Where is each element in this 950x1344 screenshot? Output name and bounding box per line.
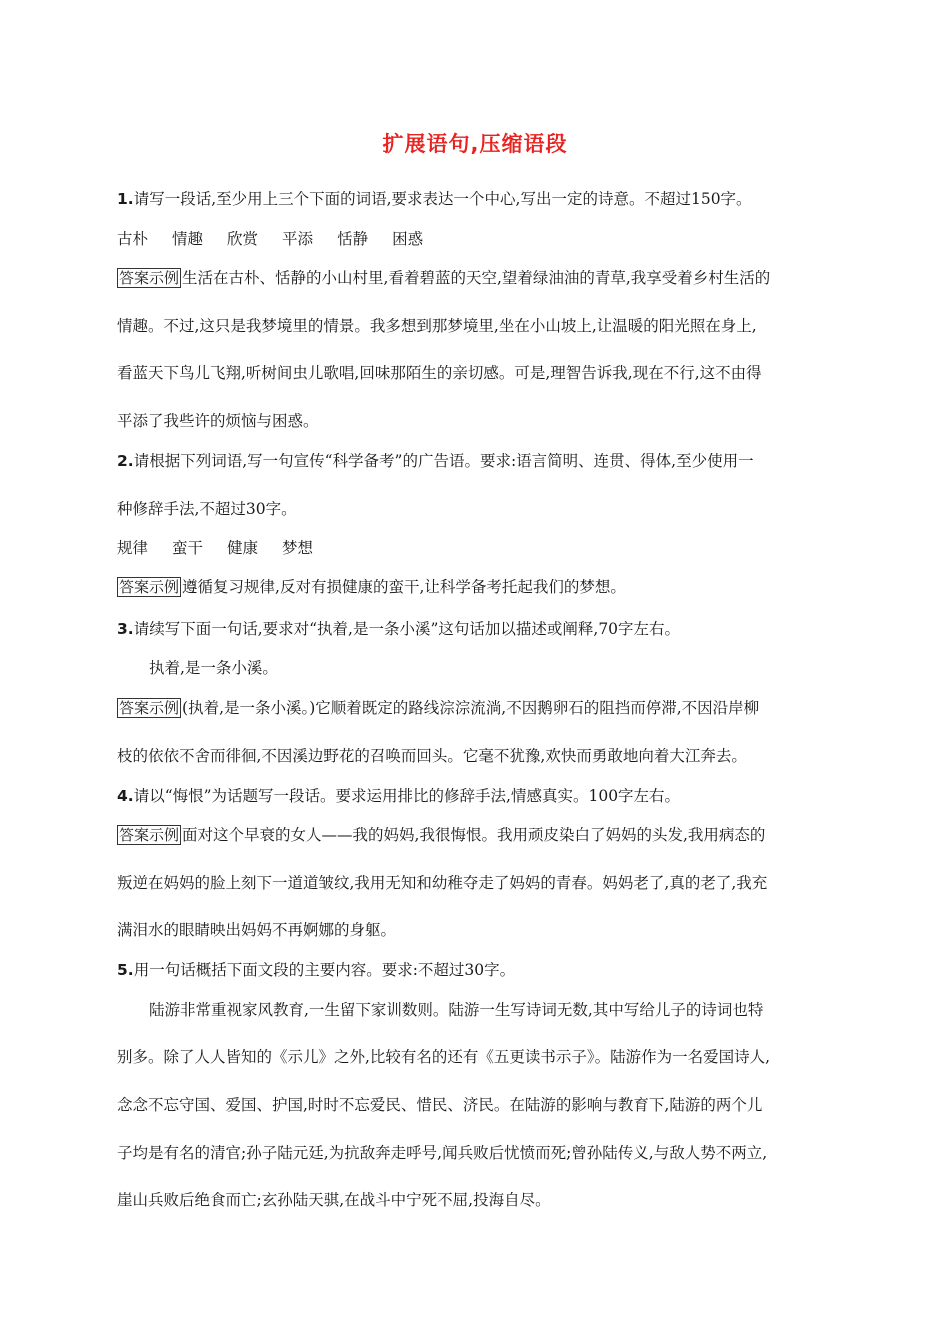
answer-1-line: 看蓝天下鸟儿飞翔,听树间虫儿歌唱,回味那陌生的亲切感。可是,理智告诉我,现在不行,这不由得	[117, 364, 762, 382]
word: 恬静	[337, 230, 369, 248]
word: 规律	[117, 539, 149, 557]
question-number: 1.	[117, 190, 134, 208]
question-number: 3.	[117, 620, 134, 638]
question-3	[117, 619, 680, 639]
word-list-2	[117, 538, 337, 558]
answer-4-line: 叛逆在妈妈的脸上刻下一道道皱纹,我用无知和幼稚夺走了妈妈的青春。妈妈老了,真的老了,我充	[117, 874, 768, 892]
question-prompt: 用一句话概括下面文段的主要内容。要求:不超过30字。	[133, 961, 516, 979]
answer-1-line: 平添了我些许的烦恼与困惑。	[117, 412, 319, 430]
question-prompt: 请续写下面一句话,要求对“执着,是一条小溪”这句话加以描述或阐释,70字左右。	[133, 620, 681, 638]
question-number: 2.	[117, 452, 134, 470]
question-5	[117, 960, 515, 980]
answer-2-line	[117, 577, 626, 597]
passage-line: 崖山兵败后绝食而亡;玄孙陆天骐,在战斗中宁死不屈,投海自尽。	[117, 1191, 551, 1209]
question-3-quote: 执着,是一条小溪。	[149, 659, 278, 677]
answer-4-line	[117, 825, 765, 845]
word: 健康	[227, 539, 259, 557]
passage-line: 子均是有名的清官;孙子陆元廷,为抗敌奔走呼号,闻兵败后忧愤而死;曾孙陆传义,与敌人势不两立,	[117, 1144, 768, 1162]
answer-1-line	[117, 268, 770, 288]
answer-text: 遵循复习规律,反对有损健康的蛮干,让科学备考托起我们的梦想。	[182, 578, 626, 596]
word: 情趣	[172, 230, 204, 248]
word: 梦想	[282, 539, 314, 557]
word-list-1	[117, 229, 447, 249]
word: 欣赏	[227, 230, 259, 248]
answer-3-line	[117, 698, 759, 718]
answer-label: 答案示例	[119, 578, 180, 596]
question-prompt: 请以“悔恨”为话题写一段话。要求运用排比的修辞手法,情感真实。100字左右。	[133, 787, 681, 805]
passage-line: 别多。除了人人皆知的《示儿》之外,比较有名的还有《五更读书示子》。陆游作为一名爱国诗人,	[117, 1048, 771, 1066]
question-1	[117, 189, 752, 209]
word: 困惑	[392, 230, 424, 248]
question-number: 4.	[117, 787, 134, 805]
answer-text: 生活在古朴、恬静的小山村里,看着碧蓝的天空,望着绿油油的青草,我享受着乡村生活的	[182, 269, 771, 287]
question-2-cont: 种修辞手法,不超过30字。	[117, 500, 297, 518]
answer-1-line: 情趣。不过,这只是我梦境里的情景。我多想到那梦境里,坐在小山坡上,让温暖的阳光照在身上,	[117, 317, 757, 335]
question-number: 5.	[117, 961, 134, 979]
answer-label: 答案示例	[119, 269, 180, 287]
passage-line: 念念不忘守国、爱国、护国,时时不忘爱民、惜民、济民。在陆游的影响与教育下,陆游的两个儿	[117, 1096, 763, 1114]
question-4	[117, 786, 680, 806]
word: 平添	[282, 230, 314, 248]
answer-text: 面对这个早衰的女人——我的妈妈,我很悔恨。我用顽皮染白了妈妈的头发,我用病态的	[182, 826, 766, 844]
answer-label: 答案示例	[119, 826, 180, 844]
answer-4-line: 满泪水的眼睛映出妈妈不再婀娜的身躯。	[117, 921, 397, 939]
word: 蛮干	[172, 539, 204, 557]
answer-label: 答案示例	[119, 699, 180, 717]
question-prompt: 请写一段话,至少用上三个下面的词语,要求表达一个中心,写出一定的诗意。不超过150字。	[133, 190, 752, 208]
passage-line: 陆游非常重视家风教育,一生留下家训数则。陆游一生写诗词无数,其中写给儿子的诗词也特	[149, 1001, 764, 1019]
page-title: 扩展语句,压缩语段	[382, 132, 568, 156]
question-prompt: 请根据下列词语,写一句宣传“科学备考”的广告语。要求:语言简明、连贯、得体,至少使用一	[133, 452, 754, 470]
answer-3-line: 枝的依依不舍而徘徊,不因溪边野花的召唤而回头。它毫不犹豫,欢快而勇敢地向着大江奔去。	[117, 747, 747, 765]
answer-text: (执着,是一条小溪。)它顺着既定的路线淙淙流淌,不因鹅卵石的阻挡而停滞,不因沿岸柳	[182, 699, 760, 717]
word: 古朴	[117, 230, 149, 248]
question-2	[117, 451, 754, 471]
